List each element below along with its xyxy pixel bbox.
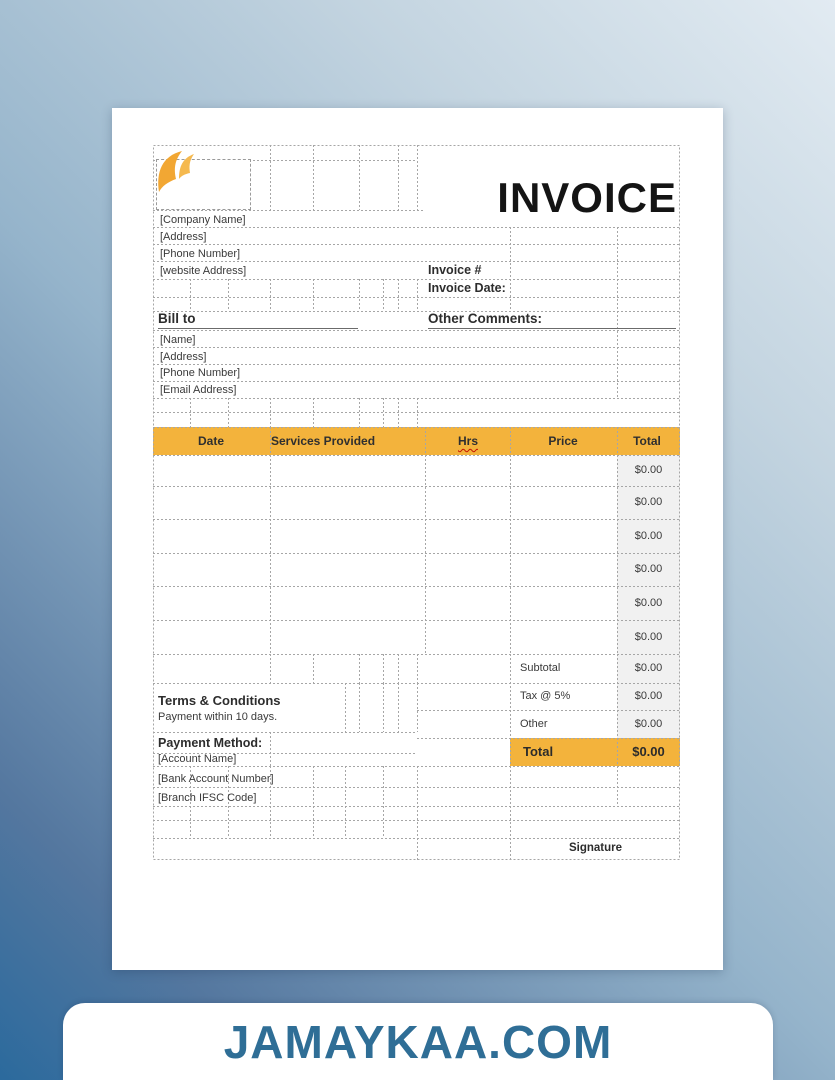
item-total-cell: $0.00 bbox=[634, 597, 663, 609]
watermark-text: JAMAYKAA.COM bbox=[223, 1015, 613, 1068]
watermark-banner bbox=[63, 1003, 773, 1080]
invoice-number-label: Invoice # bbox=[428, 263, 482, 277]
col-header-services: Services Provided bbox=[270, 434, 376, 448]
other-label: Other bbox=[520, 718, 548, 730]
company-website-field: [website Address] bbox=[160, 265, 247, 277]
company-name-field: [Company Name] bbox=[160, 214, 246, 226]
signature-label: Signature bbox=[568, 842, 623, 854]
bill-to-heading: Bill to bbox=[158, 310, 358, 329]
terms-heading: Terms & Conditions bbox=[158, 693, 281, 708]
terms-text: Payment within 10 days. bbox=[158, 711, 278, 723]
subtotal-value: $0.00 bbox=[634, 662, 663, 674]
subtotal-label: Subtotal bbox=[520, 662, 561, 674]
invoice-date-label: Invoice Date: bbox=[428, 281, 506, 295]
item-total-cell: $0.00 bbox=[634, 496, 663, 508]
grand-total-value: $0.00 bbox=[632, 744, 665, 759]
other-comments-label: Other Comments: bbox=[428, 310, 676, 329]
account-name-field: [Account Name] bbox=[158, 753, 237, 765]
billto-phone-field: [Phone Number] bbox=[160, 367, 241, 379]
item-total-cell: $0.00 bbox=[634, 530, 663, 542]
payment-method-heading: Payment Method: bbox=[158, 736, 263, 750]
branch-ifsc-field: [Branch IFSC Code] bbox=[158, 792, 257, 804]
company-logo-icon bbox=[155, 148, 195, 196]
billto-email-field: [Email Address] bbox=[160, 384, 237, 396]
item-total-cell: $0.00 bbox=[634, 631, 663, 643]
billto-name-field: [Name] bbox=[160, 334, 196, 346]
tax-label: Tax @ 5% bbox=[520, 690, 571, 702]
other-value: $0.00 bbox=[634, 718, 663, 730]
billto-address-field: [Address] bbox=[160, 351, 207, 363]
company-phone-field: [Phone Number] bbox=[160, 248, 241, 260]
invoice-title: INVOICE bbox=[497, 174, 677, 221]
invoice-sheet bbox=[153, 145, 680, 860]
col-header-total: Total bbox=[633, 434, 661, 448]
col-header-date: Date bbox=[197, 434, 225, 448]
col-header-hrs: Hrs bbox=[457, 434, 479, 448]
bank-account-field: [Bank Account Number] bbox=[158, 773, 274, 785]
invoice-page bbox=[112, 108, 723, 970]
item-total-cell: $0.00 bbox=[634, 563, 663, 575]
grand-total-label: Total bbox=[523, 744, 554, 759]
col-header-price: Price bbox=[548, 434, 578, 448]
company-address-field: [Address] bbox=[160, 231, 207, 243]
tax-value: $0.00 bbox=[634, 690, 663, 702]
item-total-cell: $0.00 bbox=[634, 464, 663, 476]
